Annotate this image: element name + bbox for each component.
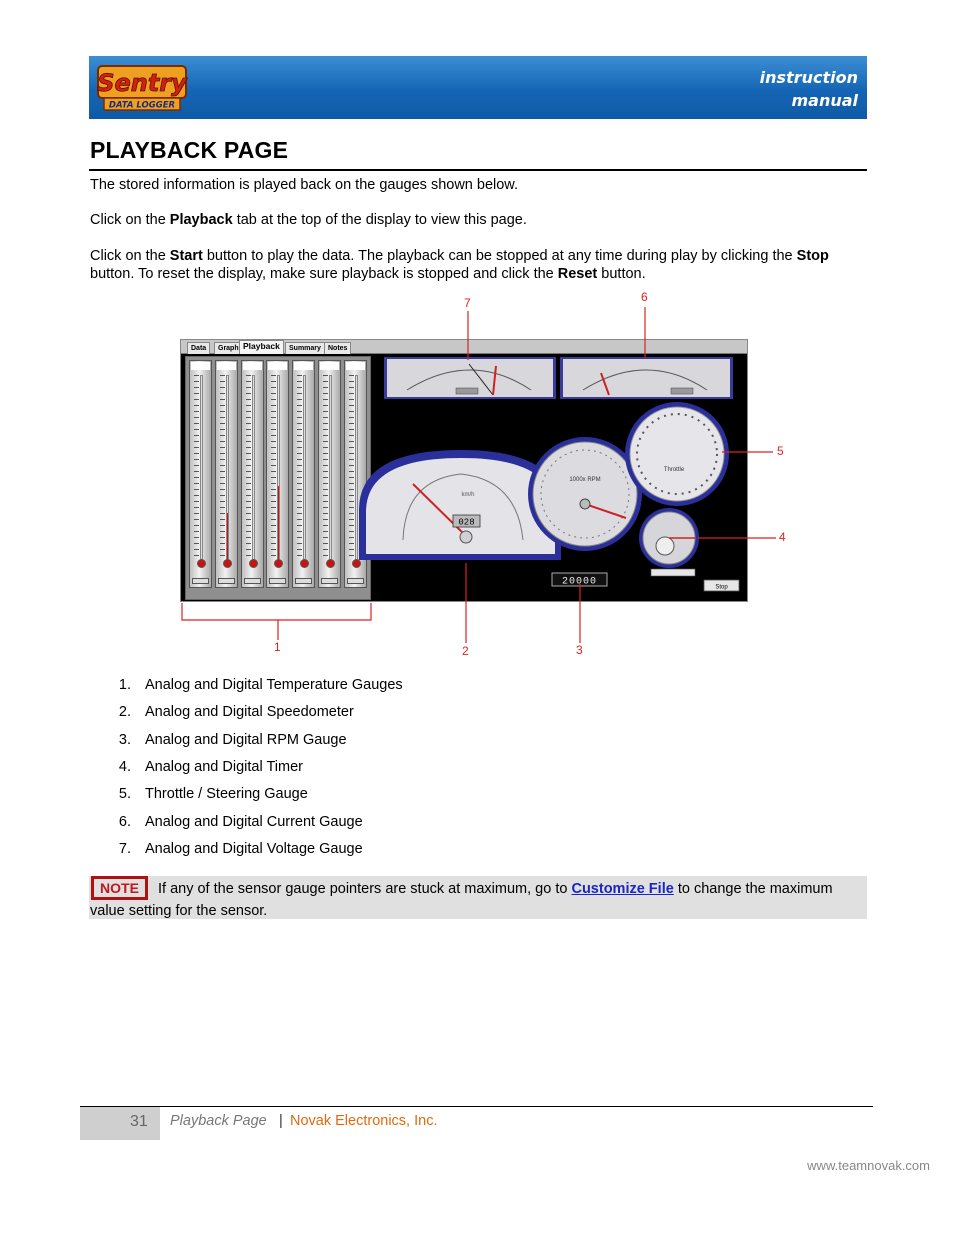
list-number: 6. <box>118 813 131 830</box>
page-title: PLAYBACK PAGE <box>90 137 289 163</box>
list-number: 7. <box>118 840 131 857</box>
throttle-label: Throttle <box>663 467 685 473</box>
text-run: Click on the <box>90 212 170 228</box>
svg-text:Sentry: Sentry <box>97 69 187 97</box>
note-text <box>90 879 850 922</box>
text-run: button to play the data. The playback can be stopped at any time during play by clicking the <box>202 248 797 264</box>
note-text-run: to change the maximum value setting for the sensor. <box>90 881 833 919</box>
speedometer-unit: km/h <box>461 492 475 498</box>
list-number: 2. <box>118 704 131 721</box>
list-text: Analog and Digital RPM Gauge <box>145 731 347 748</box>
list-text: Analog and Digital Voltage Gauge <box>145 840 363 857</box>
manual-title-line2: manual <box>791 91 858 110</box>
list-text: Analog and Digital Temperature Gauges <box>145 677 403 693</box>
page-number-box <box>80 1107 160 1140</box>
tab-notes[interactable]: Notes <box>324 342 351 354</box>
text-run: tab at the top of the display to view this page. <box>232 212 527 228</box>
callout-6: 6 <box>641 290 648 304</box>
text-run: button. <box>597 266 646 282</box>
footer-divider <box>80 1106 873 1107</box>
note-badge: NOTE <box>91 876 148 900</box>
tab-graph[interactable]: Graph <box>214 342 243 354</box>
reset-keyword: Reset <box>557 266 598 282</box>
rpm-label: 1000x RPM <box>569 477 601 483</box>
callout-1: 1 <box>274 640 281 654</box>
footer-company: Novak Electronics, Inc. <box>290 1113 438 1129</box>
page-number: 31 <box>130 1113 148 1130</box>
tab-data[interactable]: Data <box>187 342 210 354</box>
tab-playback[interactable]: Playback <box>239 340 284 354</box>
list-number: 5. <box>118 786 131 803</box>
list-text: Analog and Digital Current Gauge <box>145 813 363 830</box>
footer-section-name: Playback Page <box>170 1113 267 1129</box>
list-number: 4. <box>118 758 131 775</box>
list-number: 1. <box>118 677 131 693</box>
callout-4: 4 <box>779 530 786 544</box>
text-run: button. To reset the display, make sure playback is stopped and click the <box>90 266 558 282</box>
callout-3: 3 <box>576 643 583 657</box>
svg-text:DATA LOGGER: DATA LOGGER <box>108 100 176 111</box>
text-run: Click on the <box>90 248 170 264</box>
start-keyword: Start <box>169 248 203 264</box>
customize-file-link[interactable]: Customize File <box>571 881 674 897</box>
callout-2: 2 <box>462 644 469 658</box>
intro-text: The stored information is played back on the gauges shown below. <box>90 177 519 193</box>
callout-7: 7 <box>464 296 471 310</box>
list-text: Analog and Digital Timer <box>145 758 303 775</box>
speedometer-digital-value: 028 <box>458 517 475 528</box>
stop-button[interactable]: Stop <box>715 584 728 591</box>
footer-url: www.teamnovak.com <box>807 1158 930 1173</box>
tab-summary[interactable]: Summary <box>285 342 325 354</box>
footer-separator: | <box>279 1113 283 1129</box>
note-text-run: If any of the sensor gauge pointers are stuck at maximum, go to <box>158 881 572 897</box>
stop-keyword: Stop <box>796 248 829 264</box>
callout-5: 5 <box>777 444 784 458</box>
playback-keyword: Playback <box>169 212 233 228</box>
rpm-digital-value: 20000 <box>561 576 598 588</box>
list-number: 3. <box>118 731 131 748</box>
manual-title-line1: instruction <box>759 68 858 87</box>
list-text: Throttle / Steering Gauge <box>145 786 308 803</box>
list-text: Analog and Digital Speedometer <box>145 704 354 721</box>
callout-1-bracket <box>182 603 371 620</box>
